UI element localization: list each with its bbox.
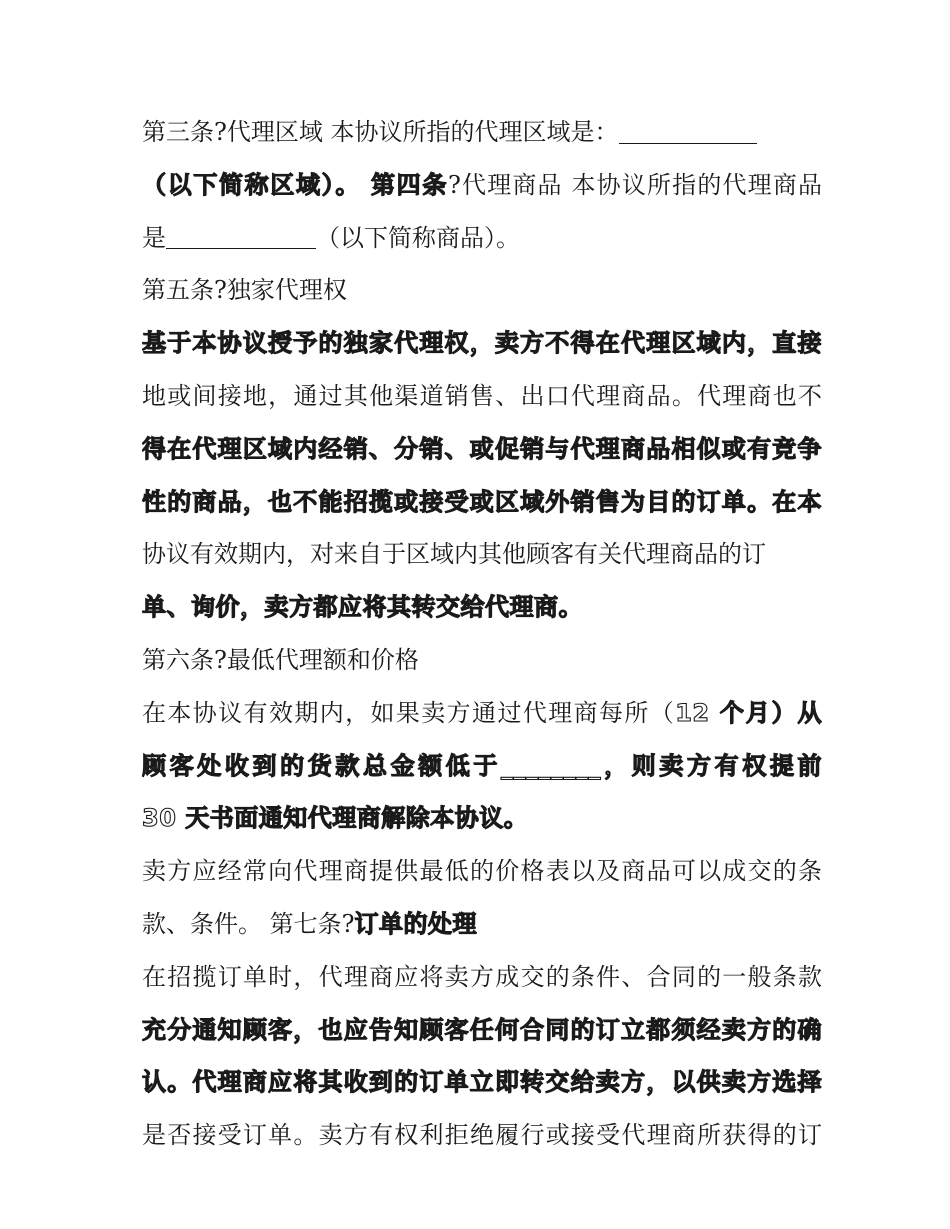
text-segment: 地或间接地，通过其他渠道销售、出口代理商品。代理商也不 bbox=[142, 381, 822, 410]
text-line bbox=[142, 740, 822, 793]
text-segment: 在招揽订单时，代理商应将卖方成交的条件、合同的一般条款 bbox=[142, 962, 822, 991]
outlined-text-segment: 30 天书面通知代理商解除本协议。 bbox=[142, 804, 529, 833]
fill-in-blank bbox=[619, 117, 757, 143]
text-line bbox=[142, 951, 822, 1004]
text-line bbox=[142, 898, 822, 951]
text-line bbox=[142, 845, 822, 898]
text-line bbox=[142, 423, 822, 476]
text-segment: 协议有效期内，对来自于区域内其他顾客有关代理商品的订 bbox=[142, 540, 766, 569]
text-line bbox=[142, 1109, 822, 1162]
text-line bbox=[142, 476, 822, 529]
outlined-text-segment: 认。代理商应将其收到的订单立即转交给卖方，以供卖方选择 bbox=[142, 1068, 822, 1097]
text-line bbox=[142, 212, 822, 265]
outlined-text-segment: 性的商品，也不能招揽或接受或区域外销售为目的订单。在本 bbox=[142, 487, 822, 516]
outlined-text-segment: 得在代理区域内经销、分销、或促销与代理商品相似或有竞争 bbox=[142, 434, 822, 463]
outlined-text-segment: 顾客处收到的货款总金额低于________，则卖方有权提前 bbox=[142, 751, 822, 780]
outlined-text-segment: 充分通知顾客，也应告知顾客任何合同的订立都须经卖方的确 bbox=[142, 1015, 822, 1044]
text-line bbox=[142, 159, 822, 212]
fill-in-blank bbox=[166, 223, 316, 249]
outlined-text-segment: （以下简称区域）。 第四条 bbox=[142, 170, 449, 199]
text-line bbox=[142, 264, 822, 317]
text-line bbox=[142, 106, 822, 159]
text-line bbox=[142, 1056, 822, 1109]
outlined-text-segment: 单、询价，卖方都应将其转交给代理商。 bbox=[142, 593, 583, 622]
text-segment: 是否接受订单。卖方有权利拒绝履行或接受代理商所获得的订 bbox=[142, 1121, 822, 1150]
text-segment: 款、条件。 第七条? bbox=[142, 909, 355, 938]
text-line bbox=[142, 687, 822, 740]
text-line bbox=[142, 370, 822, 423]
text-segment: 在本协议有效期内，如果卖方通过代理商每所（ bbox=[142, 698, 676, 727]
text-line bbox=[142, 528, 822, 581]
text-segment: 第六条?最低代理额和价格 bbox=[142, 645, 419, 674]
text-segment: ?代理商品 本协议所指的代理商品 bbox=[448, 170, 822, 199]
text-segment: 是 bbox=[142, 223, 166, 252]
outlined-text-segment: 12 个月）从 bbox=[675, 698, 822, 727]
document-body bbox=[142, 106, 822, 1162]
text-segment: 第三条?代理区域 本协议所指的代理区域是： bbox=[142, 118, 619, 146]
text-line bbox=[142, 634, 822, 687]
text-line bbox=[142, 792, 822, 845]
text-line bbox=[142, 317, 822, 370]
text-line bbox=[142, 581, 822, 634]
outlined-text-segment: 基于本协议授予的独家代理权，卖方不得在代理区域内，直接 bbox=[142, 329, 822, 358]
outlined-text-segment: 订单的处理 bbox=[354, 909, 477, 938]
text-segment: 第五条?独家代理权 bbox=[142, 276, 347, 305]
text-segment: 卖方应经常向代理商提供最低的价格表以及商品可以成交的条 bbox=[142, 857, 822, 886]
text-line bbox=[142, 1004, 822, 1057]
text-segment: （以下简称商品）。 bbox=[316, 223, 520, 252]
